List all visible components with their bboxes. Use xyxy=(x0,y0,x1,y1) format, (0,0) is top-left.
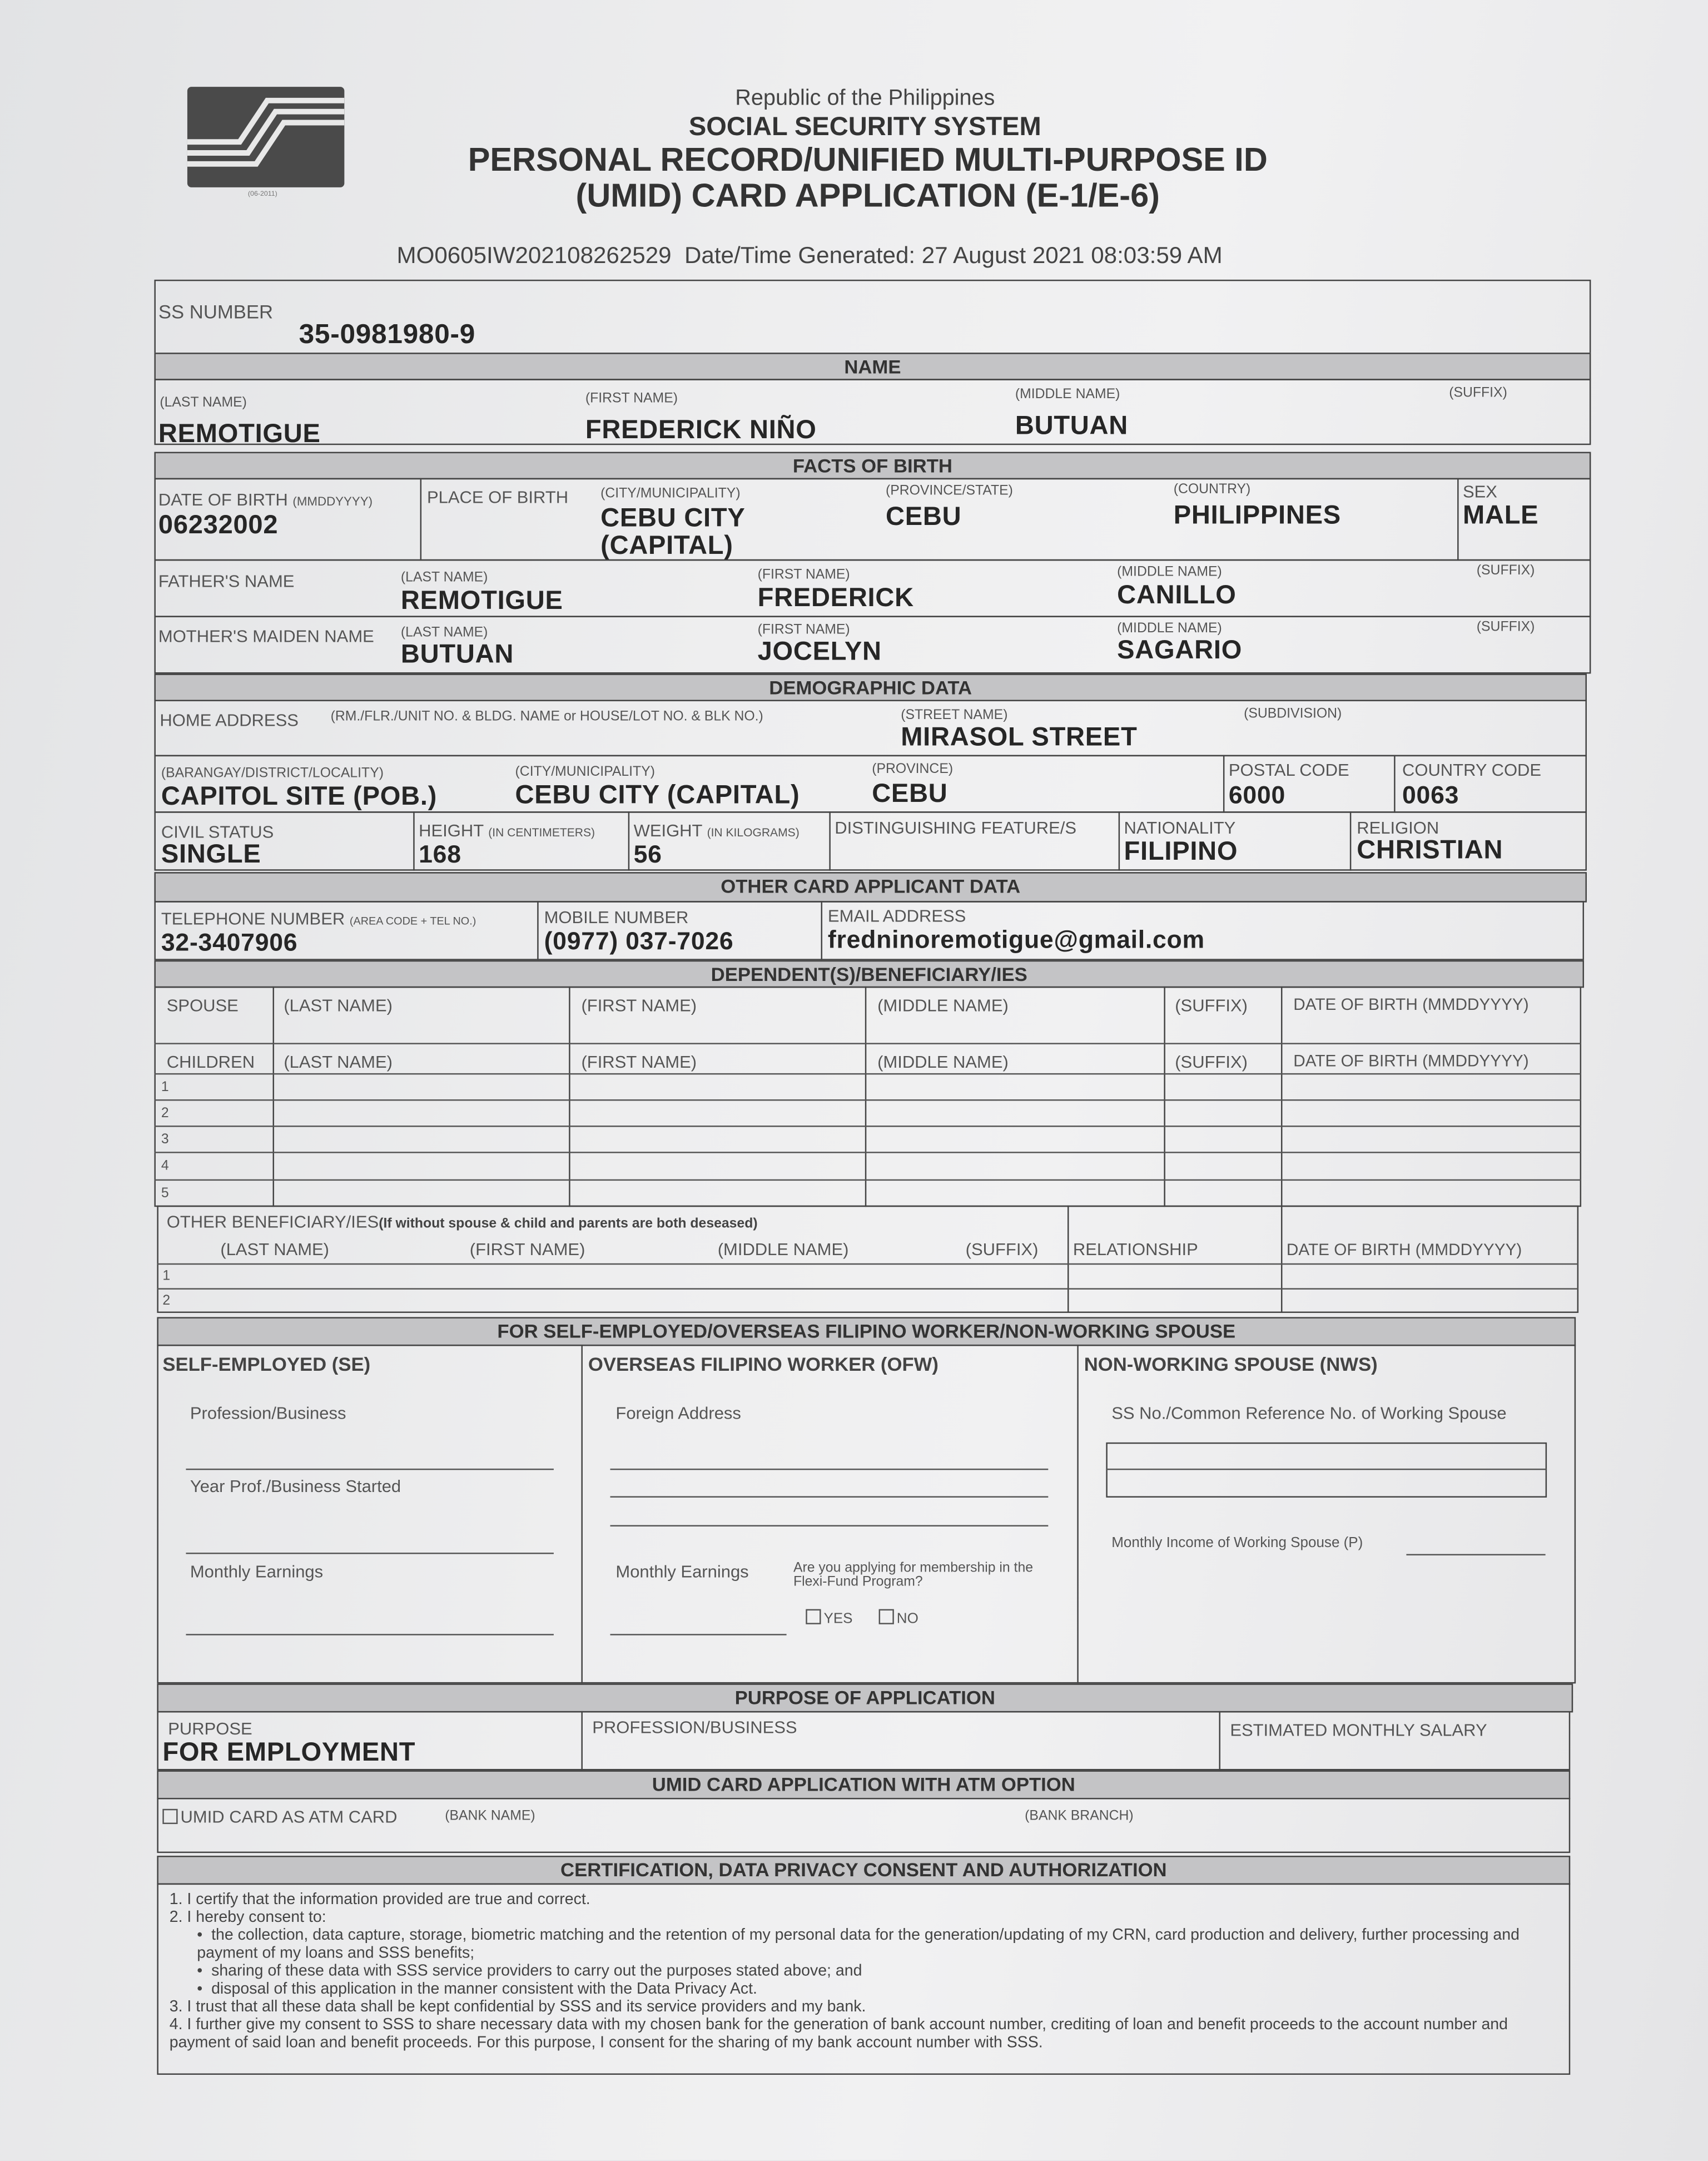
birth-city-label: (CITY/MUNICIPALITY) xyxy=(600,486,741,502)
birth-city-value: CEBU CITY xyxy=(600,504,746,533)
special-section-box xyxy=(157,1345,1576,1683)
first-name-value: FREDERICK NIÑO xyxy=(585,416,817,445)
mother-last-value: BUTUAN xyxy=(400,640,514,670)
purpose-section-header: PURPOSE OF APPLICATION xyxy=(157,1683,1573,1712)
children-first-label: (FIRST NAME) xyxy=(581,1052,697,1072)
dependents-section-header: DEPENDENT(S)/BENEFICIARY/IES xyxy=(154,960,1584,988)
certification-item-4: 4. I further give my consent to SSS to share necessary data with my chosen bank for the generation of bank account number, crediting of loan and benefit proceeds to the account number and payment of said loan and benefit proceeds. For this purpose, I consent for the sharing of my bank account number with SSS. xyxy=(169,2016,1508,2051)
birth-section-header: FACTS OF BIRTH xyxy=(154,452,1591,480)
mother-suffix-label: (SUFFIX) xyxy=(1476,619,1535,636)
child-row-number: 3 xyxy=(161,1132,169,1148)
spouse-label: SPOUSE xyxy=(166,996,239,1015)
relationship-label: RELATIONSHIP xyxy=(1073,1240,1198,1260)
spouse-last-label: (LAST NAME) xyxy=(284,996,393,1015)
middle-name-value: BUTUAN xyxy=(1015,412,1129,441)
birth-city-value-line2: (CAPITAL) xyxy=(600,532,733,561)
province-label: (PROVINCE) xyxy=(872,762,954,777)
demographic-section-header: DEMOGRAPHIC DATA xyxy=(154,673,1586,701)
se-year-label: Year Prof./Business Started xyxy=(190,1476,401,1496)
street-label: (STREET NAME) xyxy=(901,708,1008,723)
birth-province-label: (PROVINCE/STATE) xyxy=(885,483,1013,499)
birth-country-value: PHILIPPINES xyxy=(1173,501,1341,531)
other-row-number: 1 xyxy=(162,1268,171,1284)
barangay-value: CAPITOL SITE (POB.) xyxy=(161,782,438,812)
nationality-value: FILIPINO xyxy=(1124,837,1238,867)
father-last-label: (LAST NAME) xyxy=(400,570,488,586)
weight-label-text: WEIGHT xyxy=(633,821,702,841)
sex-value: MALE xyxy=(1462,501,1539,531)
mother-middle-label: (MIDDLE NAME) xyxy=(1117,621,1222,637)
bank-name-label: (BANK NAME) xyxy=(445,1808,535,1825)
suffix-label: (SUFFIX) xyxy=(1449,385,1507,401)
flexi-yes-label: YES xyxy=(823,1610,853,1627)
mother-last-label: (LAST NAME) xyxy=(400,625,488,641)
consent-bullet-3: • disposal of this application in the manner consistent with the Data Privacy Act. xyxy=(197,1981,757,1998)
father-first-value: FREDERICK xyxy=(757,584,914,613)
children-dob-label: DATE OF BIRTH (MMDDYYYY) xyxy=(1293,1051,1529,1070)
other-card-data-header: OTHER CARD APPLICANT DATA xyxy=(154,872,1586,903)
country-code-label: COUNTRY CODE xyxy=(1402,760,1542,780)
telephone-value: 32-3407906 xyxy=(161,928,298,956)
other-last-label: (LAST NAME) xyxy=(220,1240,329,1260)
height-label xyxy=(419,821,595,841)
se-year-line xyxy=(186,1553,553,1554)
form-title-line2: (UMID) CARD APPLICATION (E-1/E-6) xyxy=(575,177,1160,215)
height-unit: (IN CENTIMETERS) xyxy=(488,825,595,839)
unit-label: (RM./FLR./UNIT NO. & BLDG. NAME or HOUSE/LOT NO. & BLK NO.) xyxy=(330,709,763,725)
father-middle-value: CANILLO xyxy=(1117,581,1237,611)
city-value: CEBU CITY (CAPITAL) xyxy=(515,781,800,810)
height-label-text: HEIGHT xyxy=(419,821,484,841)
father-last-value: REMOTIGUE xyxy=(400,587,563,616)
salary-label: ESTIMATED MONTHLY SALARY xyxy=(1230,1721,1487,1740)
ss-number-value: 35-0981980-9 xyxy=(299,319,476,350)
self-employed-title: SELF-EMPLOYED (SE) xyxy=(162,1352,371,1375)
home-address-row xyxy=(154,700,1586,757)
consent-bullet-1: • the collection, data capture, storage, biometric matching and the retention of my personal data for the generation/updating of my CRN, card production and delivery, further processing and payment of my loans and SSS benefits; xyxy=(197,1927,1520,1961)
generated-datetime: Date/Time Generated: 27 August 2021 08:03:59 AM xyxy=(684,242,1223,269)
republic-label: Republic of the Philippines xyxy=(735,87,995,111)
flexi-no-label: NO xyxy=(896,1610,918,1627)
dob-format: (MMDDYYYY) xyxy=(292,494,373,509)
name-row xyxy=(154,379,1591,445)
telephone-label xyxy=(161,909,476,929)
consent-bullet-2: • sharing of these data with SSS service providers to carry out the purposes stated above; and xyxy=(197,1963,862,1980)
email-label: EMAIL ADDRESS xyxy=(827,906,966,926)
nws-title: NON-WORKING SPOUSE (NWS) xyxy=(1084,1352,1378,1375)
birth-province-value: CEBU xyxy=(885,503,962,532)
place-of-birth-label: PLACE OF BIRTH xyxy=(426,487,569,507)
atm-option[interactable] xyxy=(162,1807,397,1827)
flexi-no-checkbox[interactable] xyxy=(879,1609,894,1624)
reference-number: MO0605IW202108262529 xyxy=(396,242,672,269)
weight-label xyxy=(634,821,800,841)
home-address-label: HOME ADDRESS xyxy=(160,711,299,731)
purpose-value: FOR EMPLOYMENT xyxy=(162,1738,416,1768)
postal-code-value: 6000 xyxy=(1228,781,1286,809)
certification-section-header: CERTIFICATION, DATA PRIVACY CONSENT AND AUTHORIZATION xyxy=(157,1856,1570,1885)
last-name-value: REMOTIGUE xyxy=(158,420,321,449)
other-beneficiary-note: (If without spouse & child and parents are both deseased) xyxy=(379,1216,758,1232)
profession-label: PROFESSION/BUSINESS xyxy=(592,1718,797,1738)
flexi-yes-checkbox[interactable] xyxy=(806,1609,821,1624)
bank-branch-label: (BANK BRANCH) xyxy=(1025,1808,1134,1825)
email-value: fredninoremotigue@gmail.com xyxy=(827,925,1205,954)
other-middle-label: (MIDDLE NAME) xyxy=(717,1240,849,1260)
child-row-number: 5 xyxy=(161,1186,169,1202)
father-suffix-label: (SUFFIX) xyxy=(1476,563,1535,579)
se-profession-label: Profession/Business xyxy=(190,1404,346,1424)
special-section-header: FOR SELF-EMPLOYED/OVERSEAS FILIPINO WORKER/NON-WORKING SPOUSE xyxy=(157,1317,1576,1346)
mother-label: MOTHER'S MAIDEN NAME xyxy=(158,627,374,646)
mother-first-label: (FIRST NAME) xyxy=(757,622,850,638)
ofw-title: OVERSEAS FILIPINO WORKER (OFW) xyxy=(588,1352,939,1375)
dependents-table xyxy=(154,987,1581,1207)
religion-value: CHRISTIAN xyxy=(1357,836,1503,865)
other-row-number: 2 xyxy=(162,1293,171,1309)
atm-checkbox-label: UMID CARD AS ATM CARD xyxy=(180,1807,398,1827)
children-suffix-label: (SUFFIX) xyxy=(1175,1052,1248,1072)
postal-code-label: POSTAL CODE xyxy=(1228,760,1349,780)
other-suffix-label: (SUFFIX) xyxy=(965,1240,1039,1260)
dob-label xyxy=(158,490,373,510)
atm-section-header: UMID CARD APPLICATION WITH ATM OPTION xyxy=(157,1770,1570,1799)
mobile-value: (0977) 037-7026 xyxy=(544,927,734,955)
certification-item-2: 2. I hereby consent to: xyxy=(169,1909,326,1926)
other-first-label: (FIRST NAME) xyxy=(469,1240,585,1260)
children-middle-label: (MIDDLE NAME) xyxy=(877,1052,1009,1072)
subdivision-label: (SUBDIVISION) xyxy=(1244,706,1342,722)
other-beneficiary-label xyxy=(167,1212,758,1232)
child-row-number: 2 xyxy=(161,1106,169,1122)
child-row-number: 4 xyxy=(161,1158,169,1174)
nws-income-label: Monthly Income of Working Spouse (P) xyxy=(1111,1534,1363,1552)
children-label: CHILDREN xyxy=(166,1052,255,1072)
father-middle-label: (MIDDLE NAME) xyxy=(1117,564,1222,580)
height-value: 168 xyxy=(419,840,461,868)
country-code-value: 0063 xyxy=(1402,781,1459,809)
mother-first-value: JOCELYN xyxy=(757,638,882,667)
other-beneficiary-label-text: OTHER BENEFICIARY/IES xyxy=(166,1212,379,1232)
father-first-label: (FIRST NAME) xyxy=(757,567,850,583)
last-name-label: (LAST NAME) xyxy=(160,395,247,411)
spouse-suffix-label: (SUFFIX) xyxy=(1175,996,1248,1015)
barangay-label: (BARANGAY/DISTRICT/LOCALITY) xyxy=(161,766,384,781)
distinguishing-features-label: DISTINGUISHING FEATURE/S xyxy=(835,818,1077,838)
ss-number-label: SS NUMBER xyxy=(158,300,274,323)
dob-label-text: DATE OF BIRTH xyxy=(158,490,288,510)
atm-checkbox[interactable] xyxy=(162,1809,177,1824)
city-label: (CITY/MUNICIPALITY) xyxy=(515,764,655,780)
spouse-middle-label: (MIDDLE NAME) xyxy=(877,996,1009,1015)
street-value: MIRASOL STREET xyxy=(901,723,1138,752)
province-value: CEBU xyxy=(872,780,948,809)
form-title-line1: PERSONAL RECORD/UNIFIED MULTI-PURPOSE ID xyxy=(468,142,1268,180)
children-last-label: (LAST NAME) xyxy=(284,1052,393,1072)
mobile-label: MOBILE NUMBER xyxy=(544,908,689,928)
spouse-first-label: (FIRST NAME) xyxy=(581,996,697,1015)
flexi-fund-question: Are you applying for membership in the Flexi-Fund Program? xyxy=(793,1560,1034,1590)
nws-ss-label: SS No./Common Reference No. of Working Spouse xyxy=(1111,1404,1507,1424)
flexi-yes-option[interactable] xyxy=(806,1609,852,1627)
telephone-label-text: TELEPHONE NUMBER xyxy=(161,909,345,929)
sex-label: SEX xyxy=(1462,482,1497,502)
civil-status-label: CIVIL STATUS xyxy=(161,822,274,842)
certification-item-3: 3. I trust that all these data shall be kept confidential by SSS and its service providers and my bank. xyxy=(169,1999,866,2016)
civil-status-value: SINGLE xyxy=(161,840,261,870)
birth-country-label: (COUNTRY) xyxy=(1173,482,1251,498)
generation-info xyxy=(396,242,1222,270)
dob-value: 06232002 xyxy=(158,511,279,541)
name-section-header: NAME xyxy=(154,353,1591,380)
mother-middle-value: SAGARIO xyxy=(1117,636,1243,666)
se-earnings-label: Monthly Earnings xyxy=(190,1562,324,1582)
purpose-label: PURPOSE xyxy=(168,1719,252,1739)
spouse-dob-label: DATE OF BIRTH (MMDDYYYY) xyxy=(1293,994,1529,1014)
nws-income-line xyxy=(1406,1554,1545,1555)
religion-label: RELIGION xyxy=(1357,818,1439,838)
other-dob-label: DATE OF BIRTH (MMDDYYYY) xyxy=(1286,1240,1522,1260)
consent-bullet-1-text: the collection, data capture, storage, biometric matching and the retention of my personal data for the generation/updating of my CRN, card production and delivery, further processing and payment of my loans and SSS benefits; xyxy=(197,1927,1520,1961)
logo-caption: (06-2011) xyxy=(247,190,277,199)
certification-item-1: 1. I certify that the information provided are true and correct. xyxy=(169,1891,590,1909)
child-row-number: 1 xyxy=(161,1080,169,1096)
weight-unit: (IN KILOGRAMS) xyxy=(707,825,800,839)
flexi-no-option[interactable] xyxy=(879,1609,918,1627)
ofw-address-label: Foreign Address xyxy=(615,1404,741,1424)
first-name-label: (FIRST NAME) xyxy=(585,391,678,407)
ofw-earnings-label: Monthly Earnings xyxy=(615,1562,749,1582)
agency-name: SOCIAL SECURITY SYSTEM xyxy=(688,113,1041,142)
se-profession-line xyxy=(186,1469,553,1470)
se-earnings-line xyxy=(186,1634,553,1635)
nationality-label: NATIONALITY xyxy=(1124,818,1236,838)
consent-bullet-2-text: sharing of these data with SSS service providers to carry out the purposes stated above; and xyxy=(211,1963,862,1980)
telephone-hint: (AREA CODE + TEL NO.) xyxy=(349,914,476,928)
weight-value: 56 xyxy=(633,840,662,868)
sss-logo xyxy=(187,87,344,187)
consent-bullet-3-text: disposal of this application in the manner consistent with the Data Privacy Act. xyxy=(211,1981,757,1998)
father-label: FATHER'S NAME xyxy=(158,572,295,591)
middle-name-label: (MIDDLE NAME) xyxy=(1015,387,1120,403)
